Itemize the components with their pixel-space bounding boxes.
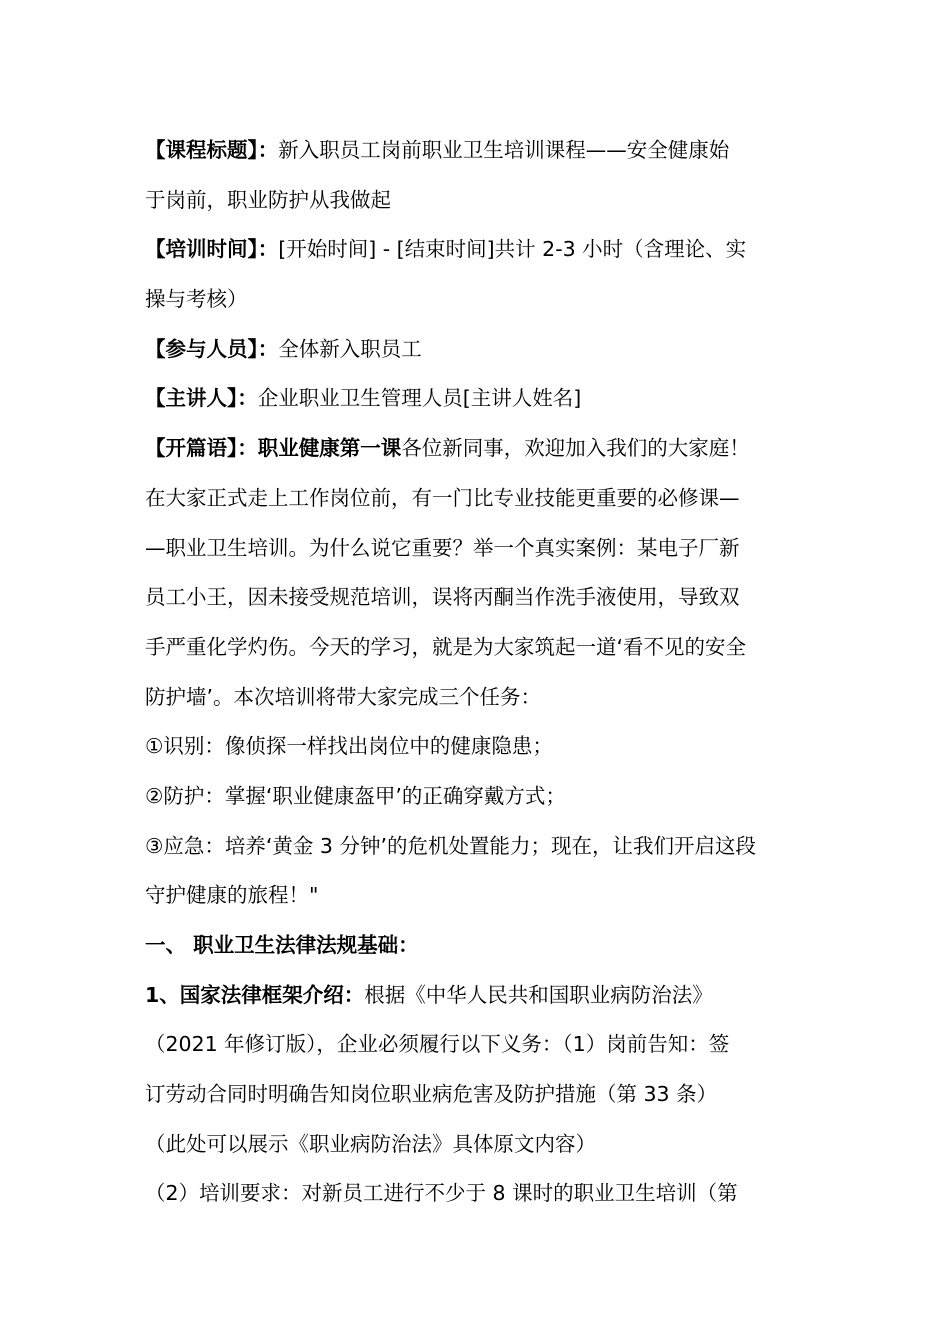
bold-text-run: 【主讲人】： (145, 386, 258, 411)
bold-text-run: 【培训时间】： (145, 237, 279, 262)
text-run: 守护健康的旅程！" (145, 883, 319, 908)
text-run: 全体新入职员工 (278, 336, 422, 361)
text-line (145, 126, 815, 176)
text-line (145, 424, 815, 474)
text-line (145, 822, 815, 872)
text-run: 根据《中华人民共和国职业病防治法》 (364, 982, 713, 1007)
text-line (145, 176, 815, 226)
bold-text-run: 1、国家法律框架介绍： (145, 982, 365, 1007)
text-run: ②防护：掌握‘职业健康盔甲’的正确穿戴方式； (145, 783, 566, 808)
text-line (145, 374, 815, 424)
text-run: （此处可以展示《职业病防治法》具体原文内容） (145, 1131, 596, 1156)
document-body (145, 126, 815, 1219)
text-line (145, 524, 815, 574)
text-run: —职业卫生培训。为什么说它重要？举一个真实案例：某电子厂新 (145, 535, 740, 560)
text-run: 订劳动合同时明确告知岗位职业病危害及防护措施（第 33 条） (145, 1082, 718, 1107)
text-line (145, 1020, 815, 1070)
text-run: 于岗前，职业防护从我做起 (145, 187, 391, 212)
text-line (145, 673, 815, 723)
bold-text-run: 【参与人员】： (145, 336, 279, 361)
text-line (145, 474, 815, 524)
text-line (145, 325, 815, 375)
text-line (145, 772, 815, 822)
text-line (145, 1120, 815, 1170)
bold-text-run: 一、 职业卫生法律法规基础： (145, 933, 419, 957)
text-run: 员工小王，因未接受规范培训，误将丙酮当作洗手液使用，导致双 (145, 585, 740, 610)
text-run: （2021 年修订版），企业必须履行以下义务：（1）岗前告知：签 (145, 1032, 730, 1057)
text-run: （2）培训要求：对新员工进行不少于 8 课时的职业卫生培训（第 (145, 1181, 738, 1206)
text-line (145, 225, 815, 275)
bold-text-run: 【课程标题】： (145, 138, 279, 162)
text-run: 手严重化学灼伤。今天的学习，就是为大家筑起一道‘看不见的安全 (145, 634, 747, 659)
text-line (145, 623, 815, 673)
text-run: 新入职员工岗前职业卫生培训课程——安全健康始 (278, 138, 730, 162)
text-run: 在大家正式走上工作岗位前，有一门比专业技能更重要的必修课— (145, 485, 740, 510)
text-line (145, 921, 815, 971)
text-run: 防护墙’。本次培训将带大家完成三个任务： (145, 684, 542, 709)
text-line (145, 1169, 815, 1219)
text-line (145, 871, 815, 921)
text-line (145, 275, 815, 325)
text-run: 企业职业卫生管理人员[主讲人姓名] (257, 386, 582, 411)
text-run: 各位新同事，欢迎加入我们的大家庭！ (401, 436, 750, 461)
text-run: ③应急：培养‘黄金 3 分钟’的危机处置能力；现在，让我们开启这段 (145, 833, 756, 858)
text-run: ①识别：像侦探一样找出岗位中的健康隐患； (145, 734, 553, 759)
text-line (145, 1070, 815, 1120)
text-line (145, 971, 815, 1021)
text-run: 操与考核） (145, 287, 248, 312)
text-line (145, 573, 815, 623)
text-line (145, 722, 815, 772)
bold-text-run: 【开篇语】：职业健康第一课 (145, 436, 402, 461)
text-run: [开始时间] - [结束时间]共计 2-3 小时（含理论、实 (278, 237, 747, 262)
